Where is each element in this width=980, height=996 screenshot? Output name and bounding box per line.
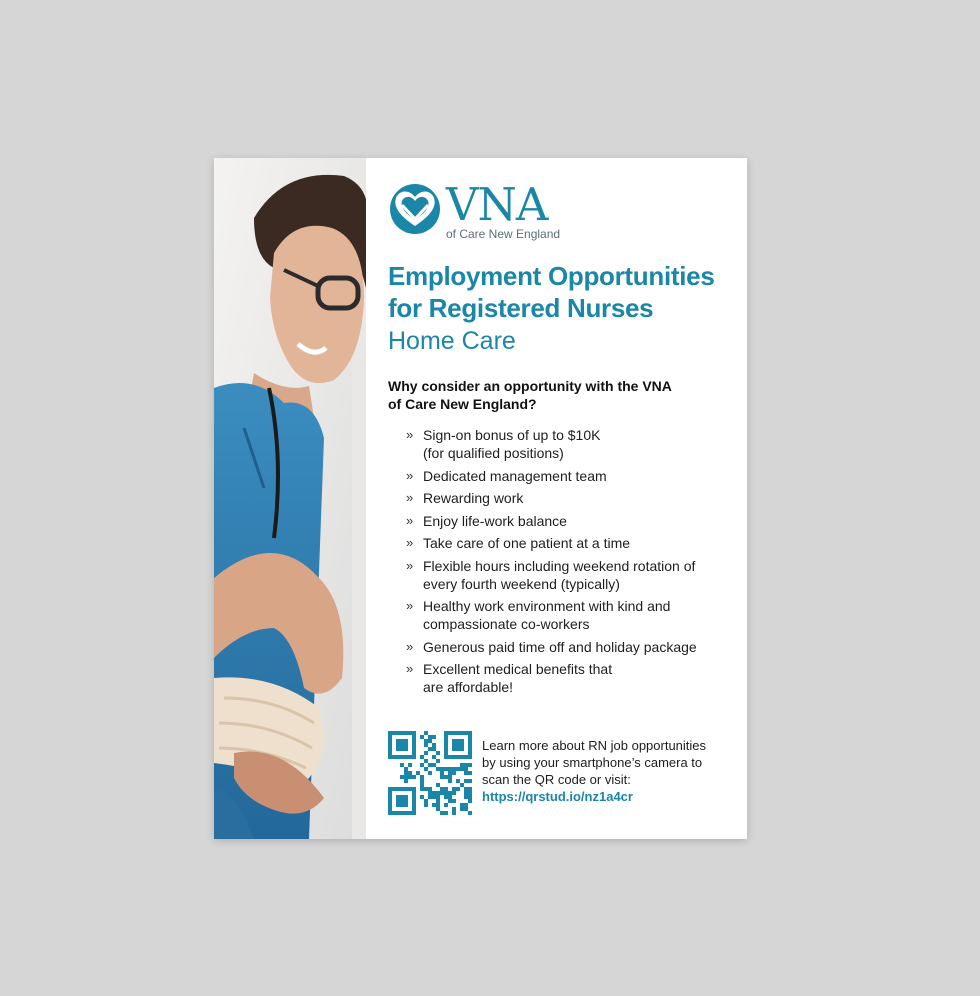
nurse-bandaging-photo <box>214 158 366 839</box>
bullet-marker: » <box>406 427 414 442</box>
flyer <box>214 158 747 839</box>
benefit-item <box>406 557 731 593</box>
bullet-marker: » <box>406 661 414 676</box>
logo-subtitle: of Care New England <box>446 227 561 241</box>
benefit-text: Take care of one patient at a time <box>423 535 631 551</box>
vna-logo <box>388 180 588 244</box>
learn-more-text <box>482 737 732 805</box>
benefit-item <box>406 489 731 507</box>
bullet-marker: » <box>406 535 414 550</box>
bullet-marker: » <box>406 490 414 505</box>
bullet-marker: » <box>406 467 414 483</box>
benefit-text: are affordable! <box>423 679 514 695</box>
title-line-1: Employment Opportunities <box>388 261 715 291</box>
learn-line-1: Learn more about RN job opportunities <box>482 738 707 753</box>
heart-logo-icon <box>388 183 442 235</box>
logo-wordmark: VNA <box>446 178 548 231</box>
benefit-item <box>406 638 731 656</box>
benefit-item <box>406 660 731 696</box>
learn-line-2: by using your smartphone’s camera to <box>482 755 703 770</box>
benefit-text: Rewarding work <box>423 490 524 506</box>
benefits-list <box>406 426 731 701</box>
benefit-text: every fourth weekend (typically) <box>423 575 620 592</box>
bullet-marker: » <box>406 638 414 654</box>
benefit-item <box>406 426 731 462</box>
benefit-text: Excellent medical benefits that <box>423 661 613 677</box>
why-line-2: of Care New England? <box>388 396 537 412</box>
bullet-marker: » <box>406 598 414 613</box>
page-subtitle: Home Care <box>388 327 516 355</box>
benefit-text: Generous paid time off and holiday package <box>423 638 697 655</box>
bullet-marker: » <box>406 512 414 528</box>
bullet-marker: » <box>406 557 414 573</box>
benefit-item <box>406 597 731 633</box>
why-heading <box>388 377 718 413</box>
flyer-content <box>388 158 733 839</box>
qr-code-icon[interactable] <box>388 731 472 815</box>
benefit-text: compassionate co-workers <box>423 616 590 632</box>
why-line-1: Why consider an opportunity with the VNA <box>388 378 672 394</box>
benefit-text: Healthy work environment with kind and <box>423 598 671 614</box>
qr-url-link[interactable]: https://qrstud.io/nz1a4cr <box>482 789 633 804</box>
benefit-item <box>406 467 731 485</box>
benefit-item <box>406 534 731 552</box>
title-line-2: for Registered Nurses <box>388 293 654 323</box>
benefit-text: Sign-on bonus of up to $10K <box>423 427 601 443</box>
benefit-text: (for qualified positions) <box>423 445 564 461</box>
benefit-item <box>406 512 731 530</box>
page-title <box>388 260 733 324</box>
benefit-text: Dedicated management team <box>423 467 607 484</box>
benefit-text: Enjoy life-work balance <box>423 512 567 529</box>
learn-line-3: scan the QR code or visit: <box>482 772 631 787</box>
benefit-text: Flexible hours including weekend rotation of <box>423 557 696 574</box>
